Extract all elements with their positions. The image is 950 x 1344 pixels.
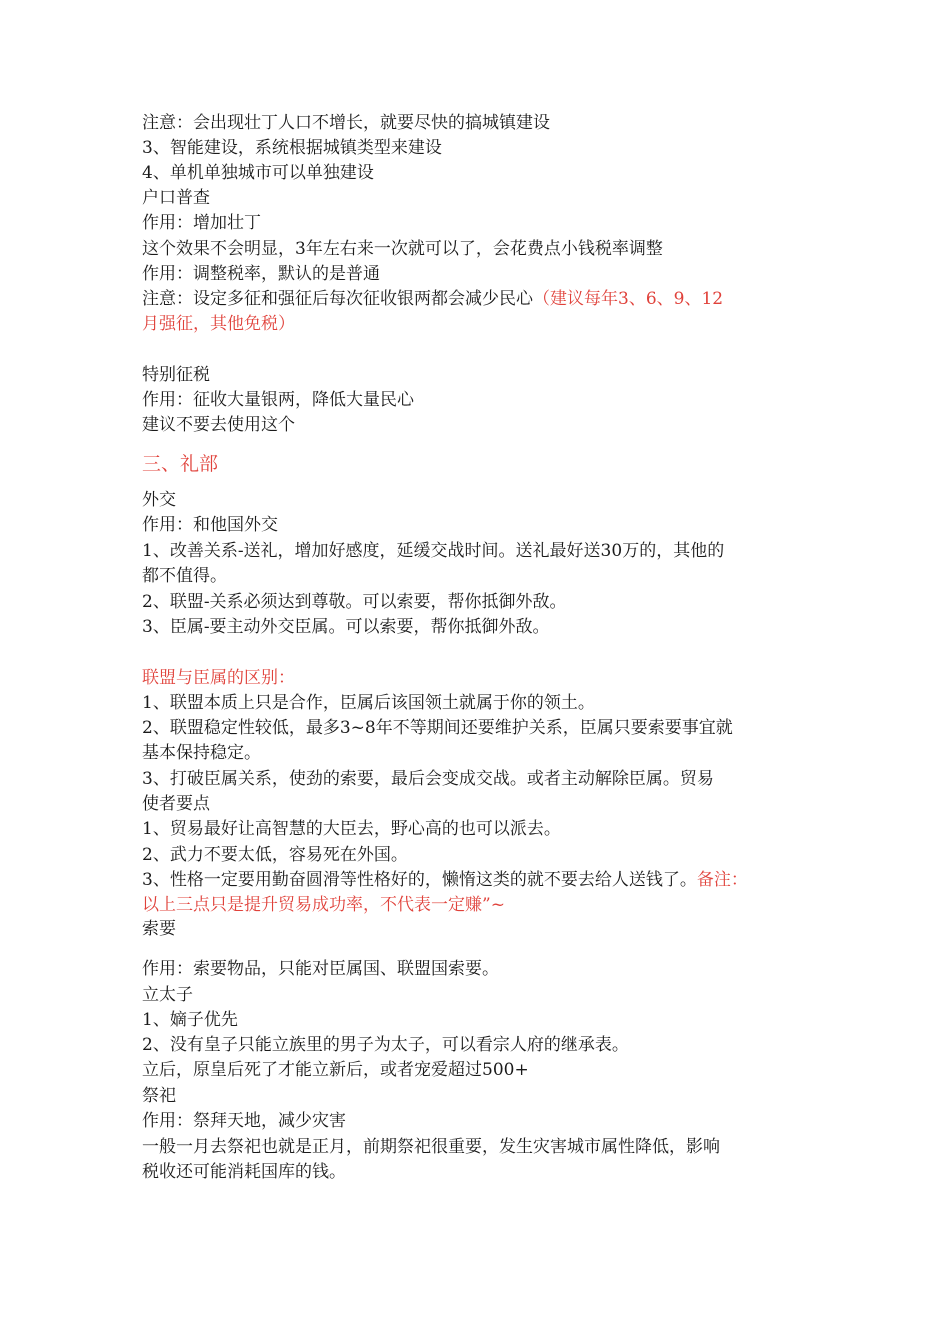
text-line: 2、武力不要太低，容易死在外国。 bbox=[142, 845, 408, 865]
red-note: 月强征，其他免税） bbox=[142, 314, 295, 334]
text-line bbox=[142, 287, 890, 312]
text-line: 4、单机单独城市可以单独建设 bbox=[142, 163, 374, 183]
text-line: 作用：征收大量银两，降低大量民心 bbox=[142, 390, 414, 410]
text-span: 注意：设定多征和强征后每次征收银两都会减少民心 bbox=[142, 289, 533, 309]
text-line: 基本保持稳定。 bbox=[142, 743, 261, 763]
text-line: 这个效果不会明显，3年左右来一次就可以了，会花费点小钱税率调整 bbox=[142, 239, 663, 259]
text-line: 建议不要去使用这个 bbox=[142, 415, 295, 435]
text-line: 1、嫡子优先 bbox=[142, 1010, 238, 1030]
section-subtitle: 立太子 bbox=[142, 985, 193, 1005]
text-line: 2、没有皇子只能立族里的男子为太子，可以看宗人府的继承表。 bbox=[142, 1035, 629, 1055]
section-subtitle: 祭祀 bbox=[142, 1086, 176, 1106]
section-heading: 三、礼部 bbox=[142, 453, 219, 475]
text-line: 作用：祭拜天地，减少灾害 bbox=[142, 1111, 346, 1131]
text-line: 作用：调整税率，默认的是普通 bbox=[142, 264, 380, 284]
text-line: 立后，原皇后死了才能立新后，或者宠爱超过500+ bbox=[142, 1060, 529, 1080]
text-line: 2、联盟-关系必须达到尊敬。可以索要，帮你抵御外敌。 bbox=[142, 592, 567, 612]
red-subheading: 联盟与臣属的区别： bbox=[142, 668, 295, 688]
text-line: 1、贸易最好让高智慧的大臣去，野心高的也可以派去。 bbox=[142, 819, 561, 839]
text-line: 作用：和他国外交 bbox=[142, 515, 278, 535]
text-line: 注意：会出现壮丁人口不增长，就要尽快的搞城镇建设 bbox=[142, 113, 550, 133]
section-subtitle: 外交 bbox=[142, 490, 176, 510]
text-line: 3、臣属-要主动外交臣属。可以索要，帮你抵御外敌。 bbox=[142, 617, 550, 637]
section-subtitle: 户口普查 bbox=[142, 188, 210, 208]
text-line: 1、联盟本质上只是合作，臣属后该国领土就属于你的领土。 bbox=[142, 693, 595, 713]
section-subtitle: 使者要点 bbox=[142, 794, 210, 814]
text-line: 一般一月去祭祀也就是正月，前期祭祀很重要，发生灾害城市属性降低，影响 bbox=[142, 1137, 720, 1157]
text-line bbox=[142, 868, 890, 893]
text-span: 3、性格一定要用勤奋圆滑等性格好的，懒惰这类的就不要去给人送钱了。 bbox=[142, 870, 697, 890]
red-note: 备注： bbox=[696, 870, 748, 890]
red-note: （建议每年3、6、9、12 bbox=[533, 289, 724, 309]
text-line: 都不值得。 bbox=[142, 566, 227, 586]
section-subtitle: 索要 bbox=[142, 919, 176, 939]
text-line: 3、打破臣属关系，使劲的索要，最后会变成交战。或者主动解除臣属。贸易 bbox=[142, 769, 714, 789]
text-line: 2、联盟稳定性较低，最多3~8年不等期间还要维护关系，臣属只要索要事宜就 bbox=[142, 718, 733, 738]
text-line: 作用：增加壮丁 bbox=[142, 213, 261, 233]
text-line: 作用：索要物品，只能对臣属国、联盟国索要。 bbox=[142, 959, 499, 979]
text-line: 3、智能建设，系统根据城镇类型来建设 bbox=[142, 138, 442, 158]
section-subtitle: 特别征税 bbox=[142, 365, 210, 385]
text-line: 税收还可能消耗国库的钱。 bbox=[142, 1162, 346, 1182]
red-note: 以上三点只是提升贸易成功率，不代表一定赚”~ bbox=[142, 895, 505, 915]
text-line: 1、改善关系-送礼，增加好感度，延缓交战时间。送礼最好送30万的，其他的 bbox=[142, 541, 725, 561]
